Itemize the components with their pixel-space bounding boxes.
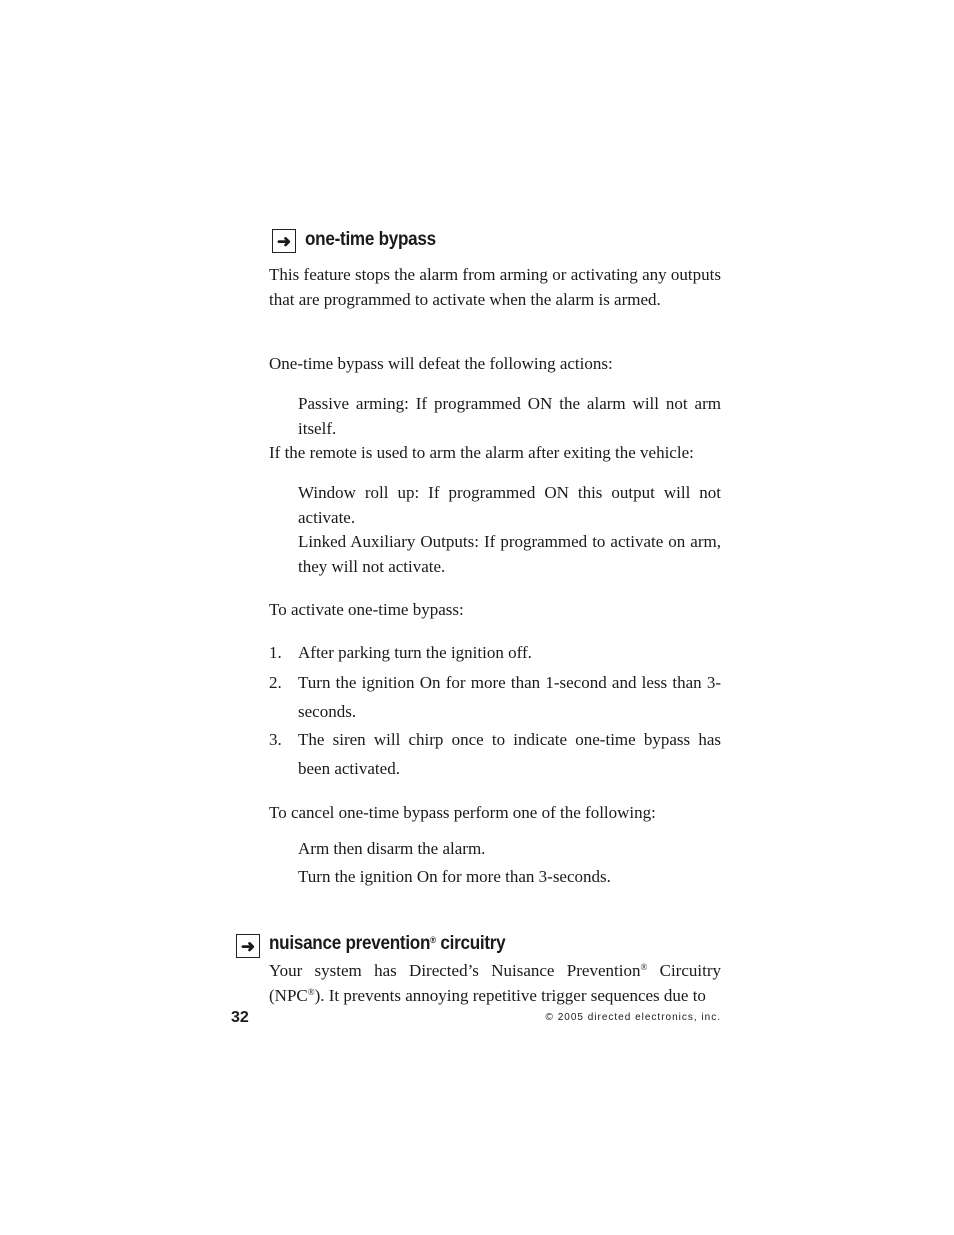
section-heading-nuisance-prevention — [269, 933, 505, 955]
arrow-right-icon: ➜ — [272, 229, 296, 253]
copyright-text: © 2005 directed electronics, inc. — [545, 1012, 721, 1023]
registered-mark: ® — [430, 935, 436, 945]
step-3 — [269, 725, 721, 783]
step-number: 2. — [269, 673, 282, 692]
step-1 — [269, 640, 721, 665]
registered-mark: ® — [307, 987, 315, 997]
heading-text: circuitry — [435, 933, 506, 954]
activate-lead-text: To activate one-time bypass: — [269, 600, 464, 619]
cancel-lead-text: To cancel one-time bypass perform one of the following: — [269, 803, 656, 822]
npc-paragraph-line-1 — [269, 958, 721, 983]
step-text: After parking turn the ignition off. — [298, 643, 532, 662]
cancel-option-2: Turn the ignition On for more than 3-seconds. — [298, 867, 611, 886]
section-heading-one-time-bypass: one-time bypass — [305, 229, 436, 250]
step-2 — [269, 668, 721, 726]
cancel-option-1: Arm then disarm the alarm. — [298, 839, 486, 858]
npc-text: Circuitry — [647, 961, 721, 980]
step-text: The siren will chirp once to indicate one-time bypass has been activated. — [298, 730, 721, 778]
step-number: 1. — [269, 643, 282, 662]
npc-text: ). It prevents annoying repetitive trigger sequences due to — [314, 986, 706, 1005]
step-text: Turn the ignition On for more than 1-second and less than 3-seconds. — [298, 673, 721, 721]
defeat-lead-text: One-time bypass will defeat the following actions: — [269, 354, 613, 373]
npc-text: Your system has Directed’s Nuisance Prevention — [269, 961, 641, 980]
linked-aux-item: Linked Auxiliary Outputs: If programmed to activate on arm, they will not activate. — [298, 532, 721, 576]
window-roll-up-item: Window roll up: If programmed ON this output will not activate. — [298, 483, 721, 527]
step-number: 3. — [269, 730, 282, 749]
arrow-right-icon: ➜ — [236, 934, 260, 958]
npc-text: (NPC — [269, 986, 308, 1005]
registered-mark: ® — [640, 962, 648, 972]
passive-arming-item: Passive arming: If programmed ON the alarm will not arm itself. — [298, 394, 721, 438]
npc-paragraph-line-2 — [269, 983, 729, 1008]
remote-lead-text: If the remote is used to arm the alarm after exiting the vehicle: — [269, 443, 694, 462]
intro-paragraph: This feature stops the alarm from arming or activating any outputs that are programmed to activate when the alarm is armed. — [269, 265, 721, 309]
page-number: 32 — [231, 1009, 249, 1026]
heading-text: nuisance prevention — [269, 933, 431, 954]
